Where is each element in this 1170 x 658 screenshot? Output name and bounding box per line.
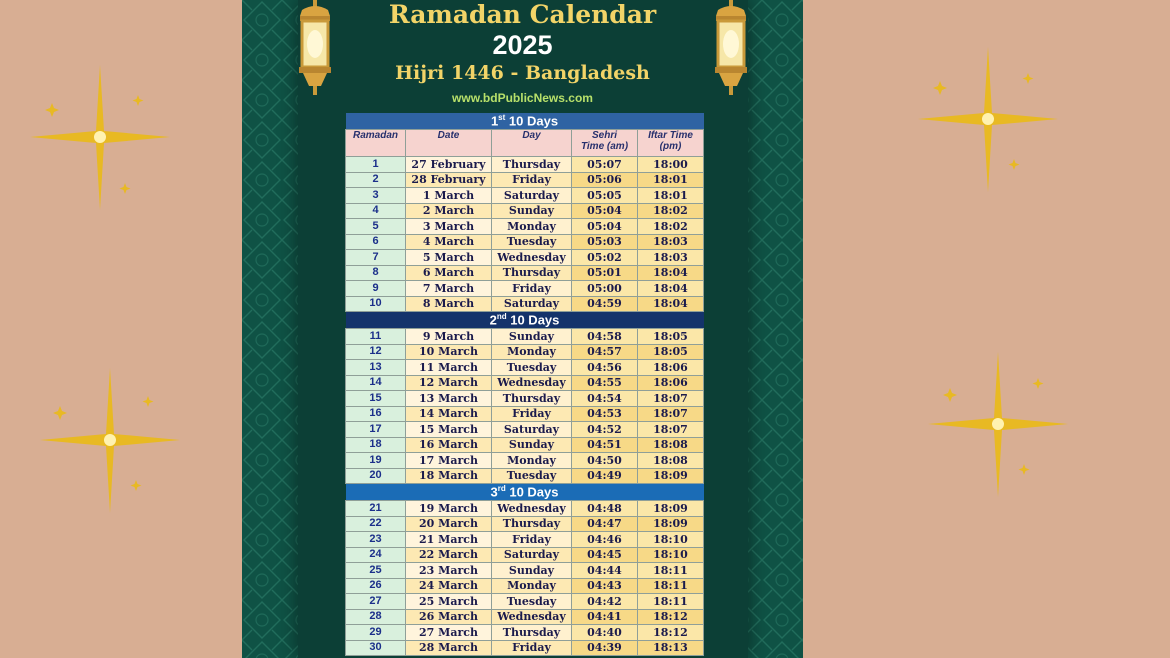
ramadan-day-cell: 28 bbox=[346, 609, 406, 625]
col-day: Day bbox=[492, 130, 572, 157]
iftar-time-cell: 18:12 bbox=[638, 609, 704, 625]
iftar-time-cell: 18:10 bbox=[638, 547, 704, 563]
weekday-cell: Monday bbox=[492, 578, 572, 594]
table-row bbox=[346, 172, 704, 188]
sehri-time-cell: 04:40 bbox=[572, 625, 638, 641]
iftar-time-cell: 18:06 bbox=[638, 360, 704, 376]
weekday-cell: Wednesday bbox=[492, 609, 572, 625]
sehri-time-cell: 04:43 bbox=[572, 578, 638, 594]
date-cell: 6 March bbox=[406, 265, 492, 281]
sehri-time-cell: 05:01 bbox=[572, 265, 638, 281]
iftar-time-cell: 18:12 bbox=[638, 625, 704, 641]
weekday-cell: Saturday bbox=[492, 547, 572, 563]
section-ordinal: 2 bbox=[489, 312, 497, 328]
table-row bbox=[346, 296, 704, 312]
iftar-time-cell: 18:04 bbox=[638, 296, 704, 312]
ramadan-day-cell: 30 bbox=[346, 640, 406, 656]
date-cell: 22 March bbox=[406, 547, 492, 563]
ramadan-day-cell: 13 bbox=[346, 360, 406, 376]
date-cell: 17 March bbox=[406, 453, 492, 469]
sehri-time-cell: 05:05 bbox=[572, 188, 638, 204]
weekday-cell: Tuesday bbox=[492, 360, 572, 376]
iftar-time-cell: 18:05 bbox=[638, 329, 704, 345]
section-title bbox=[346, 113, 704, 130]
weekday-cell: Monday bbox=[492, 453, 572, 469]
col-sehri bbox=[572, 130, 638, 157]
date-cell: 14 March bbox=[406, 406, 492, 422]
sehri-time-cell: 04:53 bbox=[572, 406, 638, 422]
weekday-cell: Saturday bbox=[492, 296, 572, 312]
ramadan-day-cell: 12 bbox=[346, 344, 406, 360]
weekday-cell: Saturday bbox=[492, 188, 572, 204]
table-row bbox=[346, 516, 704, 532]
ramadan-day-cell: 19 bbox=[346, 453, 406, 469]
date-cell: 18 March bbox=[406, 468, 492, 484]
table-row bbox=[346, 281, 704, 297]
date-cell: 16 March bbox=[406, 437, 492, 453]
date-cell: 8 March bbox=[406, 296, 492, 312]
weekday-cell: Friday bbox=[492, 281, 572, 297]
section-header bbox=[346, 113, 704, 130]
poster-year: 2025 bbox=[492, 30, 553, 60]
table-row bbox=[346, 344, 704, 360]
col-iftar bbox=[638, 130, 704, 157]
weekday-cell: Saturday bbox=[492, 422, 572, 438]
ramadan-day-cell: 5 bbox=[346, 219, 406, 235]
weekday-cell: Wednesday bbox=[492, 501, 572, 517]
col-date: Date bbox=[406, 130, 492, 157]
iftar-time-cell: 18:07 bbox=[638, 422, 704, 438]
section-header bbox=[346, 484, 704, 501]
col-sehri-line2: Time (am) bbox=[580, 141, 629, 152]
sehri-time-cell: 04:55 bbox=[572, 375, 638, 391]
weekday-cell: Tuesday bbox=[492, 234, 572, 250]
weekday-cell: Sunday bbox=[492, 329, 572, 345]
iftar-time-cell: 18:01 bbox=[638, 188, 704, 204]
sehri-time-cell: 04:58 bbox=[572, 329, 638, 345]
iftar-time-cell: 18:10 bbox=[638, 532, 704, 548]
sehri-time-cell: 04:41 bbox=[572, 609, 638, 625]
sehri-time-cell: 04:42 bbox=[572, 594, 638, 610]
ramadan-day-cell: 7 bbox=[346, 250, 406, 266]
table-row bbox=[346, 609, 704, 625]
ramadan-day-cell: 4 bbox=[346, 203, 406, 219]
sehri-time-cell: 05:02 bbox=[572, 250, 638, 266]
iftar-time-cell: 18:07 bbox=[638, 391, 704, 407]
website-url: www.bdPublicNews.com bbox=[452, 91, 593, 105]
table-row bbox=[346, 391, 704, 407]
weekday-cell: Sunday bbox=[492, 563, 572, 579]
weekday-cell: Wednesday bbox=[492, 250, 572, 266]
table-row bbox=[346, 234, 704, 250]
date-cell: 9 March bbox=[406, 329, 492, 345]
ramadan-day-cell: 22 bbox=[346, 516, 406, 532]
ramadan-day-cell: 2 bbox=[346, 172, 406, 188]
sehri-time-cell: 04:51 bbox=[572, 437, 638, 453]
col-iftar-line2: (pm) bbox=[659, 141, 682, 152]
sparkle-icon bbox=[40, 368, 180, 513]
date-cell: 10 March bbox=[406, 344, 492, 360]
weekday-cell: Thursday bbox=[492, 516, 572, 532]
weekday-cell: Thursday bbox=[492, 391, 572, 407]
date-cell: 26 March bbox=[406, 609, 492, 625]
iftar-time-cell: 18:11 bbox=[638, 563, 704, 579]
ramadan-day-cell: 23 bbox=[346, 532, 406, 548]
sehri-time-cell: 05:04 bbox=[572, 203, 638, 219]
weekday-cell: Monday bbox=[492, 219, 572, 235]
table-row bbox=[346, 547, 704, 563]
ramadan-day-cell: 25 bbox=[346, 563, 406, 579]
poster-subtitle: Hijri 1446 - Bangladesh bbox=[395, 62, 650, 84]
ramadan-day-cell: 10 bbox=[346, 296, 406, 312]
date-cell: 28 March bbox=[406, 640, 492, 656]
ramadan-day-cell: 16 bbox=[346, 406, 406, 422]
date-cell: 12 March bbox=[406, 375, 492, 391]
table-row bbox=[346, 406, 704, 422]
table-row bbox=[346, 453, 704, 469]
ramadan-day-cell: 27 bbox=[346, 594, 406, 610]
ramadan-day-cell: 14 bbox=[346, 375, 406, 391]
col-sehri-line1: Sehri bbox=[591, 130, 617, 141]
table-row bbox=[346, 265, 704, 281]
table-row bbox=[346, 250, 704, 266]
ramadan-day-cell: 15 bbox=[346, 391, 406, 407]
calendar-table bbox=[345, 113, 703, 656]
iftar-time-cell: 18:11 bbox=[638, 578, 704, 594]
weekday-cell: Sunday bbox=[492, 437, 572, 453]
date-cell: 20 March bbox=[406, 516, 492, 532]
date-cell: 23 March bbox=[406, 563, 492, 579]
iftar-time-cell: 18:03 bbox=[638, 234, 704, 250]
sehri-time-cell: 04:44 bbox=[572, 563, 638, 579]
ramadan-day-cell: 11 bbox=[346, 329, 406, 345]
sparkle-icon bbox=[918, 47, 1058, 192]
sehri-time-cell: 05:06 bbox=[572, 172, 638, 188]
section-label: 10 Days bbox=[505, 113, 559, 129]
sehri-time-cell: 04:47 bbox=[572, 516, 638, 532]
weekday-cell: Thursday bbox=[492, 265, 572, 281]
ramadan-day-cell: 9 bbox=[346, 281, 406, 297]
weekday-cell: Tuesday bbox=[492, 468, 572, 484]
section-title bbox=[346, 312, 704, 329]
iftar-time-cell: 18:05 bbox=[638, 344, 704, 360]
ramadan-day-cell: 17 bbox=[346, 422, 406, 438]
weekday-cell: Tuesday bbox=[492, 594, 572, 610]
date-cell: 21 March bbox=[406, 532, 492, 548]
ramadan-day-cell: 6 bbox=[346, 234, 406, 250]
ramadan-day-cell: 26 bbox=[346, 578, 406, 594]
date-cell: 7 March bbox=[406, 281, 492, 297]
date-cell: 27 March bbox=[406, 625, 492, 641]
table-row bbox=[346, 375, 704, 391]
sehri-time-cell: 05:04 bbox=[572, 219, 638, 235]
sehri-time-cell: 04:45 bbox=[572, 547, 638, 563]
date-cell: 13 March bbox=[406, 391, 492, 407]
date-cell: 11 March bbox=[406, 360, 492, 376]
table-row bbox=[346, 157, 704, 173]
ramadan-day-cell: 29 bbox=[346, 625, 406, 641]
table-row bbox=[346, 203, 704, 219]
sehri-time-cell: 05:07 bbox=[572, 157, 638, 173]
section-ordinal-suffix: nd bbox=[496, 312, 507, 322]
table-row bbox=[346, 578, 704, 594]
table-row bbox=[346, 360, 704, 376]
ramadan-day-cell: 24 bbox=[346, 547, 406, 563]
table-row bbox=[346, 329, 704, 345]
iftar-time-cell: 18:01 bbox=[638, 172, 704, 188]
weekday-cell: Friday bbox=[492, 532, 572, 548]
table-row bbox=[346, 437, 704, 453]
sparkle-icon bbox=[30, 65, 170, 210]
iftar-time-cell: 18:06 bbox=[638, 375, 704, 391]
sparkle-icon bbox=[928, 352, 1068, 497]
sehri-time-cell: 04:48 bbox=[572, 501, 638, 517]
iftar-time-cell: 18:13 bbox=[638, 640, 704, 656]
date-cell: 19 March bbox=[406, 501, 492, 517]
sehri-time-cell: 05:03 bbox=[572, 234, 638, 250]
section-label: 10 Days bbox=[506, 312, 560, 328]
date-cell: 2 March bbox=[406, 203, 492, 219]
date-cell: 15 March bbox=[406, 422, 492, 438]
iftar-time-cell: 18:08 bbox=[638, 453, 704, 469]
section-header bbox=[346, 312, 704, 329]
weekday-cell: Wednesday bbox=[492, 375, 572, 391]
weekday-cell: Thursday bbox=[492, 157, 572, 173]
iftar-time-cell: 18:09 bbox=[638, 501, 704, 517]
iftar-time-cell: 18:00 bbox=[638, 157, 704, 173]
table-row bbox=[346, 422, 704, 438]
table-row bbox=[346, 219, 704, 235]
sehri-time-cell: 04:46 bbox=[572, 532, 638, 548]
iftar-time-cell: 18:07 bbox=[638, 406, 704, 422]
sehri-time-cell: 04:49 bbox=[572, 468, 638, 484]
iftar-time-cell: 18:09 bbox=[638, 516, 704, 532]
date-cell: 1 March bbox=[406, 188, 492, 204]
sehri-time-cell: 04:59 bbox=[572, 296, 638, 312]
ramadan-day-cell: 21 bbox=[346, 501, 406, 517]
ramadan-day-cell: 1 bbox=[346, 157, 406, 173]
sehri-time-cell: 04:56 bbox=[572, 360, 638, 376]
table-row bbox=[346, 594, 704, 610]
sehri-time-cell: 04:50 bbox=[572, 453, 638, 469]
iftar-time-cell: 18:04 bbox=[638, 265, 704, 281]
weekday-cell: Sunday bbox=[492, 203, 572, 219]
date-cell: 28 February bbox=[406, 172, 492, 188]
sehri-time-cell: 04:52 bbox=[572, 422, 638, 438]
weekday-cell: Thursday bbox=[492, 625, 572, 641]
ramadan-day-cell: 20 bbox=[346, 468, 406, 484]
date-cell: 3 March bbox=[406, 219, 492, 235]
section-ordinal-suffix: st bbox=[498, 113, 506, 123]
date-cell: 27 February bbox=[406, 157, 492, 173]
iftar-time-cell: 18:02 bbox=[638, 203, 704, 219]
table-row bbox=[346, 640, 704, 656]
date-cell: 24 March bbox=[406, 578, 492, 594]
weekday-cell: Monday bbox=[492, 344, 572, 360]
column-headers bbox=[346, 130, 704, 157]
table-row bbox=[346, 563, 704, 579]
sehri-time-cell: 05:00 bbox=[572, 281, 638, 297]
iftar-time-cell: 18:03 bbox=[638, 250, 704, 266]
section-ordinal: 1 bbox=[490, 113, 499, 129]
date-cell: 25 March bbox=[406, 594, 492, 610]
ramadan-day-cell: 3 bbox=[346, 188, 406, 204]
section-ordinal: 3 bbox=[490, 484, 498, 500]
table-row bbox=[346, 468, 704, 484]
iftar-time-cell: 18:11 bbox=[638, 594, 704, 610]
section-title bbox=[346, 484, 704, 501]
table-row bbox=[346, 625, 704, 641]
weekday-cell: Friday bbox=[492, 640, 572, 656]
col-ramadan: Ramadan bbox=[346, 130, 406, 157]
iftar-time-cell: 18:04 bbox=[638, 281, 704, 297]
iftar-time-cell: 18:02 bbox=[638, 219, 704, 235]
sehri-time-cell: 04:57 bbox=[572, 344, 638, 360]
sehri-time-cell: 04:39 bbox=[572, 640, 638, 656]
section-label: 10 Days bbox=[505, 484, 559, 500]
date-cell: 5 March bbox=[406, 250, 492, 266]
table-row bbox=[346, 501, 704, 517]
section-ordinal-suffix: rd bbox=[497, 484, 506, 494]
iftar-time-cell: 18:08 bbox=[638, 437, 704, 453]
sehri-time-cell: 04:54 bbox=[572, 391, 638, 407]
table-row bbox=[346, 532, 704, 548]
ramadan-day-cell: 18 bbox=[346, 437, 406, 453]
ramadan-day-cell: 8 bbox=[346, 265, 406, 281]
col-iftar-line1: Iftar Time bbox=[648, 130, 693, 141]
poster-title: Ramadan Calendar bbox=[388, 0, 657, 29]
date-cell: 4 March bbox=[406, 234, 492, 250]
weekday-cell: Friday bbox=[492, 406, 572, 422]
table-row bbox=[346, 188, 704, 204]
iftar-time-cell: 18:09 bbox=[638, 468, 704, 484]
weekday-cell: Friday bbox=[492, 172, 572, 188]
